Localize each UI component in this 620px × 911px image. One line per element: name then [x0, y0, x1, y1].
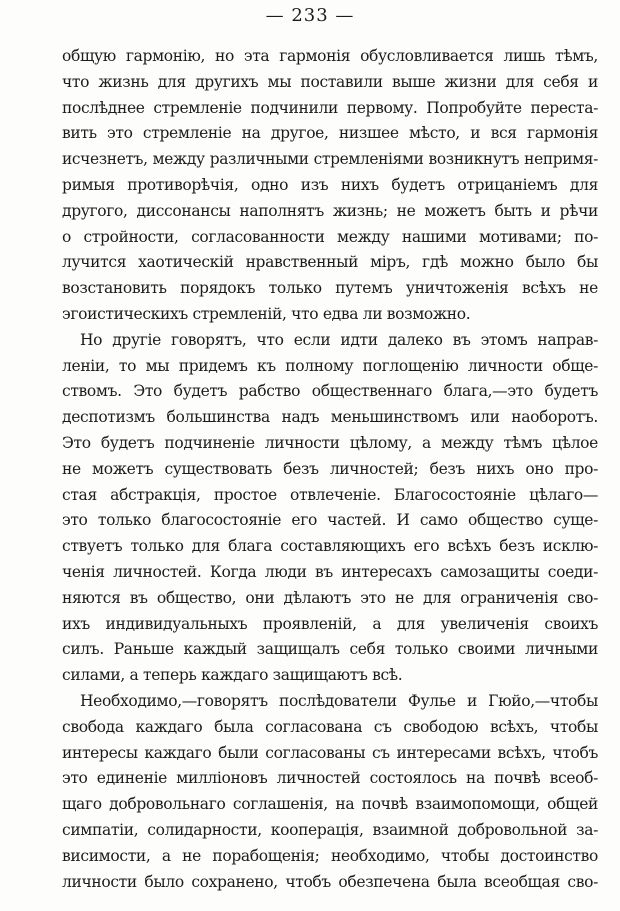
text-line: ствомъ. Это будетъ рабство общественнаго блага,—это будетъ: [62, 382, 598, 401]
text-line: свобода каждаго была согласована съ свободою всѣхъ, чтобы: [62, 717, 598, 736]
text-line: силъ. Раньше каждый защищалъ себя только своими личными: [62, 640, 598, 659]
text-line: другого, диссонансы наполнятъ жизнь; не можетъ быть и рѣчи: [62, 201, 598, 220]
paragraph: [62, 689, 598, 895]
text-line: возстановить порядокъ только путемъ уничтоженія всѣхъ не: [62, 279, 598, 298]
text-line: не можетъ существовать безъ личностей; безъ нихъ оно про-: [62, 459, 598, 478]
text-line: симпатіи, солидарности, кооперація, взаимной добровольной за-: [62, 820, 598, 839]
text-line: Это будетъ подчиненіе личности цѣлому, а между тѣмъ цѣлое: [62, 433, 598, 452]
text-line: леніи, то мы придемъ къ полному поглощенію личности обще-: [62, 356, 598, 375]
text-line: лучится хаотическій нравственный міръ, гдѣ можно было бы: [62, 253, 598, 272]
text-line: няются въ общество, они дѣлаютъ это не для ограниченія сво-: [62, 588, 598, 607]
paragraph: [62, 328, 598, 689]
text-line: исчезнетъ, между различными стремленіями возникнутъ непримя-: [62, 150, 598, 169]
text-line: что жизнь для другихъ мы поставили выше жизни для себя и: [62, 72, 598, 91]
text-line: Но другіе говорятъ, что если идти далеко въ этомъ направ-: [80, 330, 598, 349]
text-line: эгоистическихъ стремленій, что едва ли возможно.: [62, 304, 471, 323]
text-line: римыя противорѣчія, одно изъ нихъ будетъ отрицаніемъ для: [62, 175, 598, 194]
text-line: Необходимо,—говорятъ послѣдователи Фулье и Гюйо,—чтобы: [80, 691, 598, 710]
text-line: интересы каждаго были согласованы съ интересами всѣхъ, чтобъ: [62, 743, 598, 762]
page-number: — 233 —: [265, 5, 355, 26]
text-line: щаго добровольнаго соглашенія, на почвѣ взаимопомощи, общей: [62, 795, 598, 814]
body-text: [62, 44, 598, 895]
text-line: ченія личностей. Когда люди въ интересахъ самозащиты соеди-: [62, 562, 598, 581]
text-line: общую гармонію, но эта гармонія обусловливается лишь тѣмъ,: [62, 47, 598, 65]
text-line: стая абстракція, простое отвлеченіе. Благосостояніе цѣлаго—: [62, 485, 598, 504]
text-line: висимости, а не порабощенія; необходимо, чтобы достоинство: [62, 846, 598, 865]
text-line: послѣднее стремленіе подчинили первому. Попробуйте переста-: [62, 98, 598, 117]
text-line: о стройности, согласованности между нашими мотивами; по-: [62, 227, 598, 246]
text-line: личности было сохранено, чтобъ обезпечена была всеобщая сво-: [62, 872, 598, 891]
text-line: деспотизмъ большинства надъ меньшинствомъ или наоборотъ.: [62, 408, 598, 427]
text-line: это только благосостояніе его частей. И само общество суще-: [62, 511, 598, 530]
text-line: ихъ индивидуальныхъ проявленій, а для увеличенія своихъ: [62, 614, 598, 633]
text-line: вить это стремленіе на другое, низшее мѣсто, и вся гармонія: [62, 124, 598, 143]
text-line: это единеніе милліоновъ личностей состоялось на почвѣ всеоб-: [62, 769, 598, 788]
text-line: силами, а теперь каждаго защищаютъ всѣ.: [62, 666, 403, 685]
paragraph: [62, 44, 598, 328]
text-line: ствуетъ только для блага составляющихъ его всѣхъ безъ исклю-: [62, 537, 598, 556]
